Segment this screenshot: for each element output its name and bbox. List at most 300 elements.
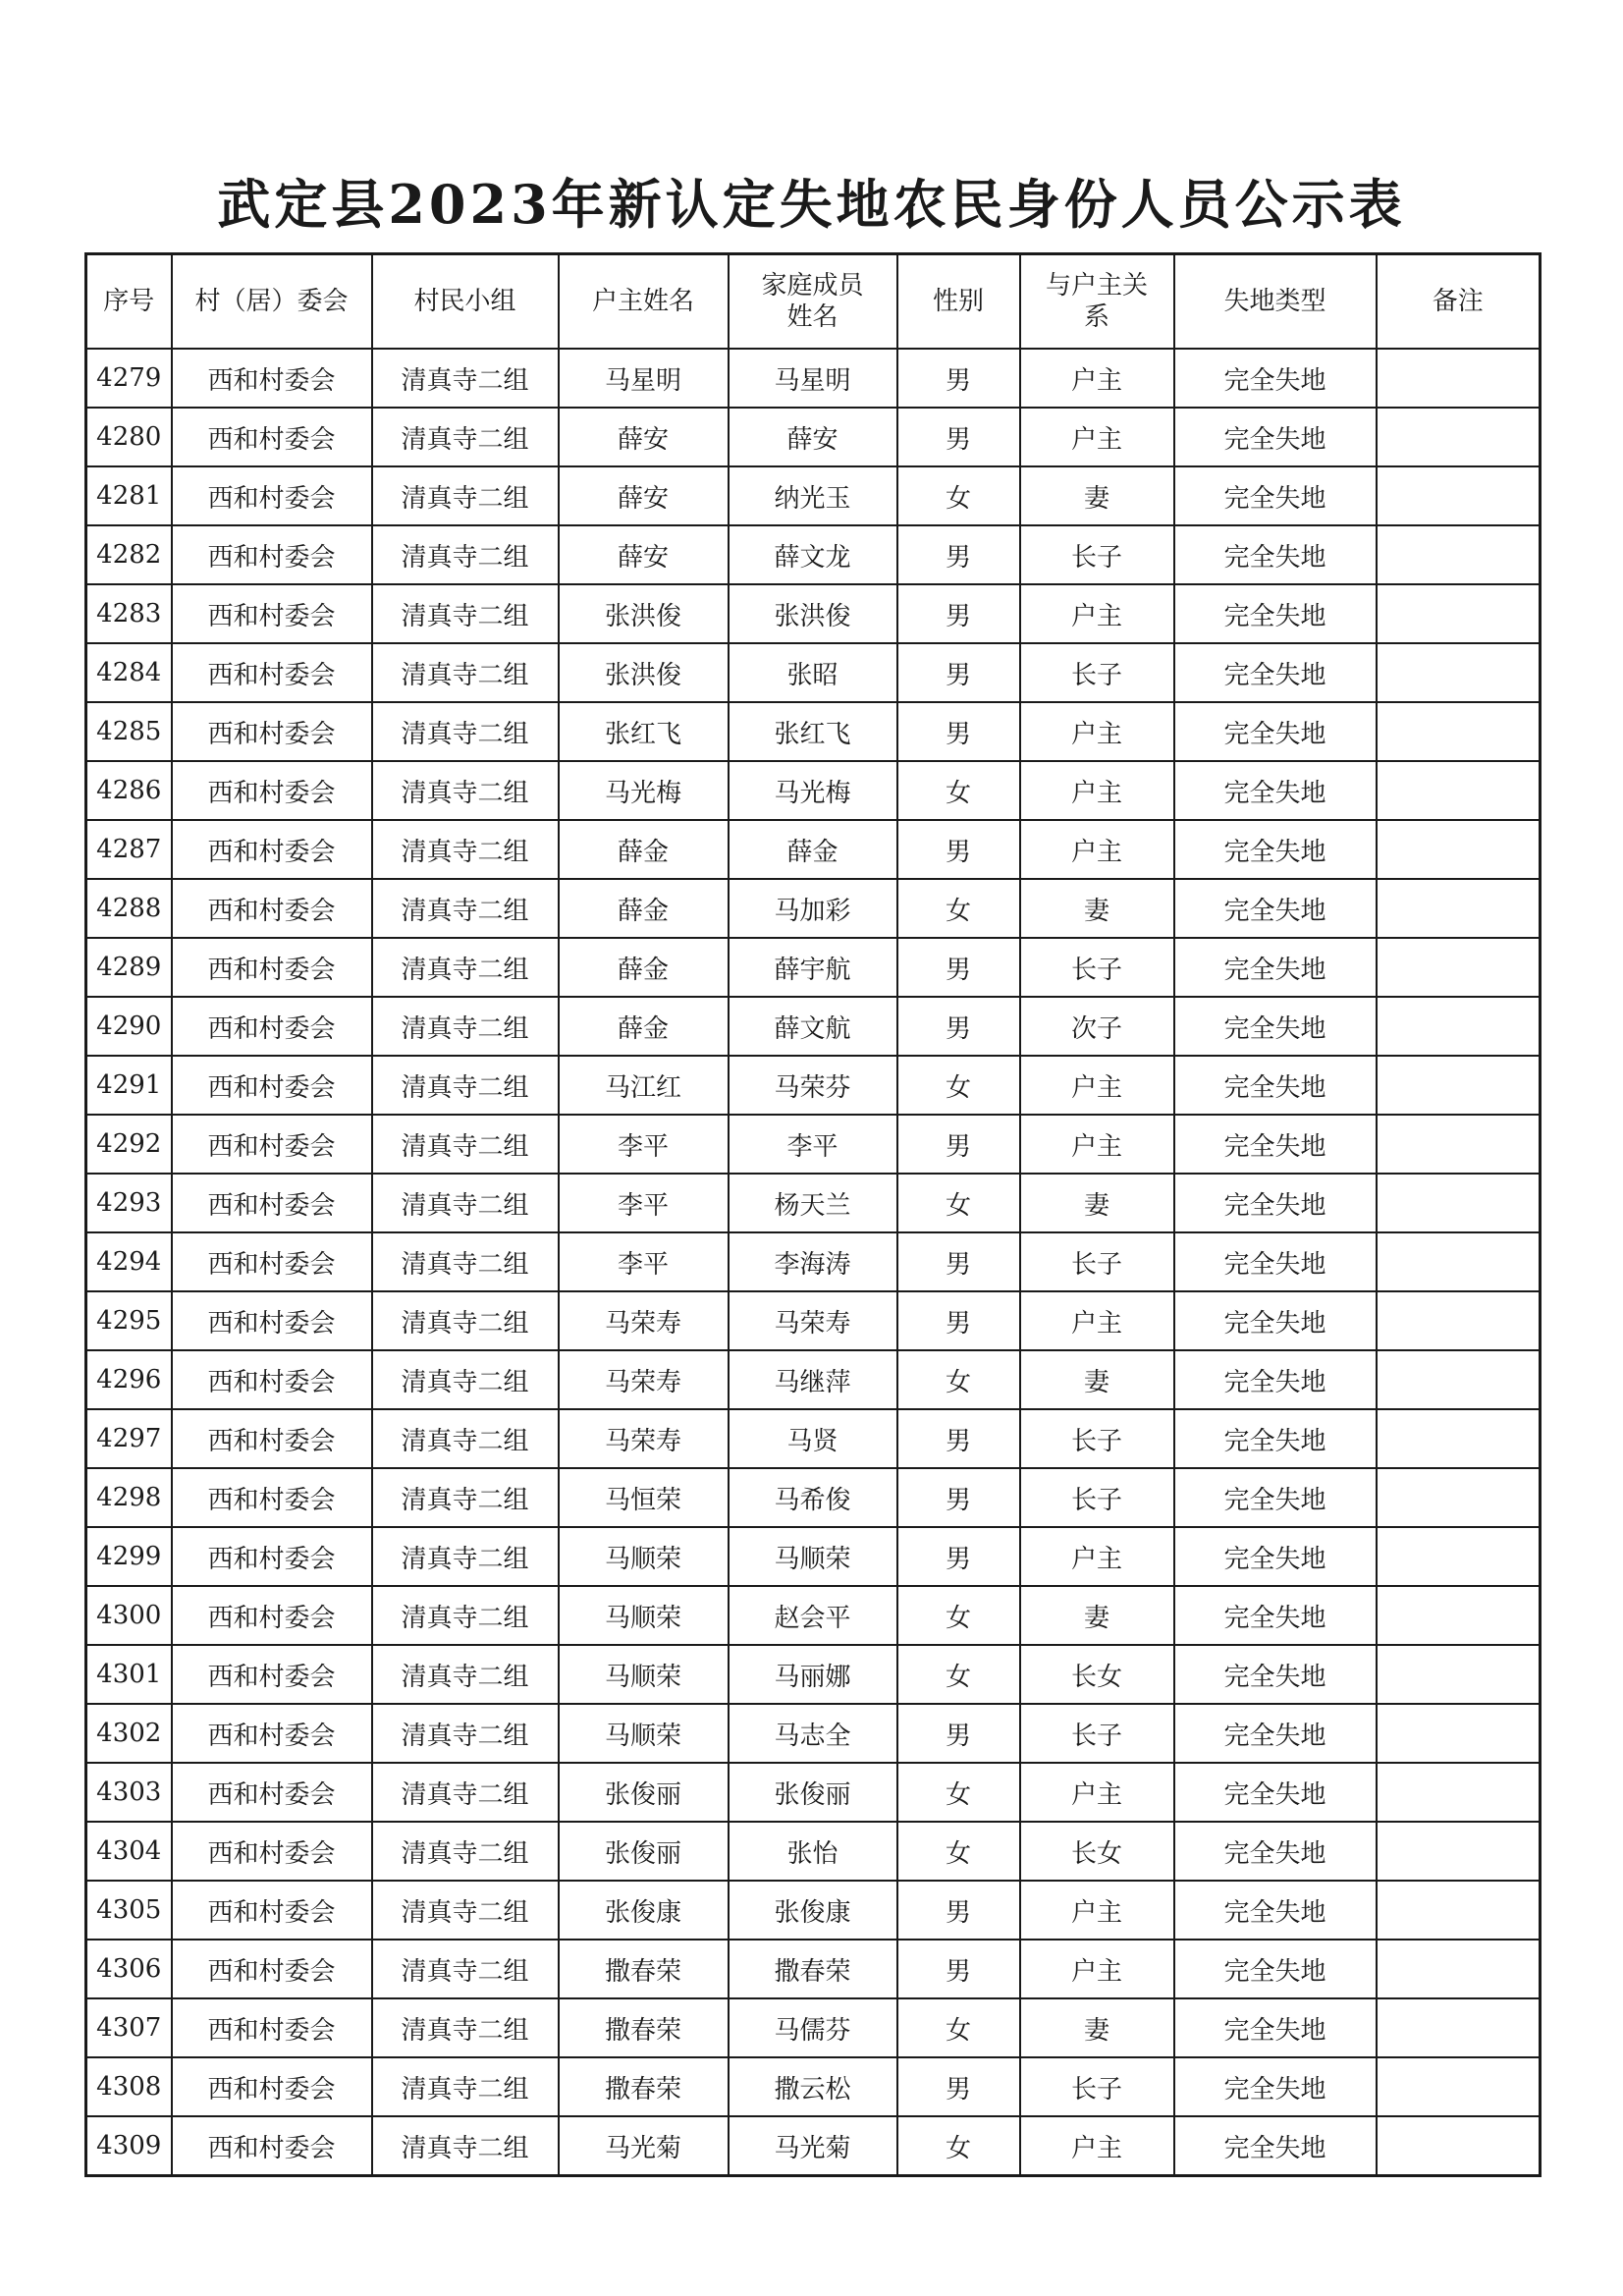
land-loss-type-cell: 完全失地 bbox=[1174, 525, 1377, 584]
relationship-cell: 长子 bbox=[1020, 1409, 1174, 1468]
household-head-cell: 马顺荣 bbox=[559, 1527, 729, 1586]
village-committee-cell: 西和村委会 bbox=[172, 1291, 372, 1350]
serial-cell: 4286 bbox=[86, 761, 172, 820]
land-loss-type-cell: 完全失地 bbox=[1174, 1291, 1377, 1350]
relationship-cell: 户主 bbox=[1020, 1881, 1174, 1940]
relationship-cell: 妻 bbox=[1020, 879, 1174, 938]
gender-cell: 男 bbox=[897, 525, 1020, 584]
remarks-cell bbox=[1377, 1586, 1541, 1645]
villager-group-cell: 清真寺二组 bbox=[372, 1704, 559, 1763]
household-head-cell: 薛金 bbox=[559, 820, 729, 879]
serial-cell: 4293 bbox=[86, 1174, 172, 1232]
village-committee-cell: 西和村委会 bbox=[172, 1881, 372, 1940]
remarks-cell bbox=[1377, 879, 1541, 938]
land-loss-type-cell: 完全失地 bbox=[1174, 349, 1377, 408]
gender-cell: 女 bbox=[897, 2116, 1020, 2176]
serial-cell: 4290 bbox=[86, 997, 172, 1056]
village-committee-cell: 西和村委会 bbox=[172, 1174, 372, 1232]
gender-cell: 女 bbox=[897, 1174, 1020, 1232]
remarks-cell bbox=[1377, 820, 1541, 879]
relationship-cell: 长子 bbox=[1020, 938, 1174, 997]
gender-cell: 女 bbox=[897, 879, 1020, 938]
table-header-row bbox=[86, 254, 1541, 350]
villager-group-cell: 清真寺二组 bbox=[372, 408, 559, 466]
household-head-cell: 张俊丽 bbox=[559, 1763, 729, 1822]
land-loss-type-cell: 完全失地 bbox=[1174, 938, 1377, 997]
table-row bbox=[86, 1056, 1541, 1115]
villager-group-cell: 清真寺二组 bbox=[372, 1115, 559, 1174]
family-member-cell: 马荣寿 bbox=[729, 1291, 897, 1350]
table-row bbox=[86, 997, 1541, 1056]
villager-group-cell: 清真寺二组 bbox=[372, 938, 559, 997]
village-committee-cell: 西和村委会 bbox=[172, 761, 372, 820]
gender-cell: 男 bbox=[897, 820, 1020, 879]
col-header-household-head: 户主姓名 bbox=[559, 254, 729, 350]
villager-group-cell: 清真寺二组 bbox=[372, 584, 559, 643]
land-loss-type-cell: 完全失地 bbox=[1174, 1881, 1377, 1940]
remarks-cell bbox=[1377, 643, 1541, 702]
table-row bbox=[86, 1232, 1541, 1291]
family-member-cell: 杨天兰 bbox=[729, 1174, 897, 1232]
serial-cell: 4309 bbox=[86, 2116, 172, 2176]
household-head-cell: 李平 bbox=[559, 1115, 729, 1174]
household-head-cell: 张俊丽 bbox=[559, 1822, 729, 1881]
relationship-cell: 长子 bbox=[1020, 1468, 1174, 1527]
village-committee-cell: 西和村委会 bbox=[172, 1704, 372, 1763]
gender-cell: 女 bbox=[897, 466, 1020, 525]
villager-group-cell: 清真寺二组 bbox=[372, 702, 559, 761]
serial-cell: 4304 bbox=[86, 1822, 172, 1881]
household-head-cell: 李平 bbox=[559, 1232, 729, 1291]
serial-cell: 4291 bbox=[86, 1056, 172, 1115]
family-member-cell: 马光菊 bbox=[729, 2116, 897, 2176]
relationship-cell: 户主 bbox=[1020, 349, 1174, 408]
land-loss-type-cell: 完全失地 bbox=[1174, 1998, 1377, 2057]
col-header-remarks: 备注 bbox=[1377, 254, 1541, 350]
village-committee-cell: 西和村委会 bbox=[172, 1115, 372, 1174]
land-loss-type-cell: 完全失地 bbox=[1174, 1763, 1377, 1822]
villager-group-cell: 清真寺二组 bbox=[372, 466, 559, 525]
table-row bbox=[86, 643, 1541, 702]
villager-group-cell: 清真寺二组 bbox=[372, 761, 559, 820]
serial-cell: 4296 bbox=[86, 1350, 172, 1409]
remarks-cell bbox=[1377, 1232, 1541, 1291]
page-title: 武定县2023年新认定失地农民身份人员公示表 bbox=[217, 173, 1406, 236]
land-loss-type-cell: 完全失地 bbox=[1174, 584, 1377, 643]
land-loss-type-cell: 完全失地 bbox=[1174, 1350, 1377, 1409]
family-member-cell: 马儒芬 bbox=[729, 1998, 897, 2057]
gender-cell: 男 bbox=[897, 1881, 1020, 1940]
table-body bbox=[86, 349, 1541, 2176]
family-member-cell: 马光梅 bbox=[729, 761, 897, 820]
serial-cell: 4303 bbox=[86, 1763, 172, 1822]
family-member-cell: 李海涛 bbox=[729, 1232, 897, 1291]
land-loss-type-cell: 完全失地 bbox=[1174, 1115, 1377, 1174]
col-header-family-member bbox=[729, 254, 897, 350]
villager-group-cell: 清真寺二组 bbox=[372, 525, 559, 584]
village-committee-cell: 西和村委会 bbox=[172, 1409, 372, 1468]
household-head-cell: 薛金 bbox=[559, 938, 729, 997]
village-committee-cell: 西和村委会 bbox=[172, 584, 372, 643]
remarks-cell bbox=[1377, 1056, 1541, 1115]
table-row bbox=[86, 1881, 1541, 1940]
family-member-cell: 马希俊 bbox=[729, 1468, 897, 1527]
remarks-cell bbox=[1377, 2116, 1541, 2176]
household-head-cell: 马光菊 bbox=[559, 2116, 729, 2176]
household-head-cell: 撒春荣 bbox=[559, 1940, 729, 1998]
villager-group-cell: 清真寺二组 bbox=[372, 820, 559, 879]
gender-cell: 女 bbox=[897, 1586, 1020, 1645]
serial-cell: 4292 bbox=[86, 1115, 172, 1174]
serial-cell: 4281 bbox=[86, 466, 172, 525]
remarks-cell bbox=[1377, 408, 1541, 466]
remarks-cell bbox=[1377, 1940, 1541, 1998]
remarks-cell bbox=[1377, 997, 1541, 1056]
table-row bbox=[86, 1586, 1541, 1645]
land-loss-type-cell: 完全失地 bbox=[1174, 1704, 1377, 1763]
remarks-cell bbox=[1377, 1998, 1541, 2057]
gender-cell: 男 bbox=[897, 938, 1020, 997]
serial-cell: 4289 bbox=[86, 938, 172, 997]
remarks-cell bbox=[1377, 1468, 1541, 1527]
household-head-cell: 马荣寿 bbox=[559, 1409, 729, 1468]
family-member-cell: 赵会平 bbox=[729, 1586, 897, 1645]
col-header-villager-group: 村民小组 bbox=[372, 254, 559, 350]
villager-group-cell: 清真寺二组 bbox=[372, 1998, 559, 2057]
relationship-cell: 户主 bbox=[1020, 1115, 1174, 1174]
relationship-cell: 妻 bbox=[1020, 1998, 1174, 2057]
table-row bbox=[86, 1645, 1541, 1704]
col-header-village-committee: 村（居）委会 bbox=[172, 254, 372, 350]
col-header-relationship-label: 与户主关系 bbox=[1045, 271, 1148, 332]
col-header-land-loss-type: 失地类型 bbox=[1174, 254, 1377, 350]
family-member-cell: 张俊丽 bbox=[729, 1763, 897, 1822]
village-committee-cell: 西和村委会 bbox=[172, 2057, 372, 2116]
land-loss-type-cell: 完全失地 bbox=[1174, 1645, 1377, 1704]
household-head-cell: 张洪俊 bbox=[559, 584, 729, 643]
relationship-cell: 户主 bbox=[1020, 1763, 1174, 1822]
relationship-cell: 长子 bbox=[1020, 2057, 1174, 2116]
family-member-cell: 薛安 bbox=[729, 408, 897, 466]
remarks-cell bbox=[1377, 584, 1541, 643]
land-loss-type-cell: 完全失地 bbox=[1174, 408, 1377, 466]
serial-cell: 4306 bbox=[86, 1940, 172, 1998]
relationship-cell: 妻 bbox=[1020, 1586, 1174, 1645]
table-row bbox=[86, 1940, 1541, 1998]
table-row bbox=[86, 1998, 1541, 2057]
village-committee-cell: 西和村委会 bbox=[172, 997, 372, 1056]
relationship-cell: 户主 bbox=[1020, 1056, 1174, 1115]
remarks-cell bbox=[1377, 938, 1541, 997]
remarks-cell bbox=[1377, 1350, 1541, 1409]
household-head-cell: 马恒荣 bbox=[559, 1468, 729, 1527]
family-member-cell: 马贤 bbox=[729, 1409, 897, 1468]
serial-cell: 4288 bbox=[86, 879, 172, 938]
table-row bbox=[86, 820, 1541, 879]
villager-group-cell: 清真寺二组 bbox=[372, 1586, 559, 1645]
villager-group-cell: 清真寺二组 bbox=[372, 1527, 559, 1586]
relationship-cell: 长女 bbox=[1020, 1822, 1174, 1881]
villager-group-cell: 清真寺二组 bbox=[372, 879, 559, 938]
table-row bbox=[86, 2116, 1541, 2176]
serial-cell: 4297 bbox=[86, 1409, 172, 1468]
remarks-cell bbox=[1377, 1881, 1541, 1940]
household-head-cell: 马星明 bbox=[559, 349, 729, 408]
villager-group-cell: 清真寺二组 bbox=[372, 997, 559, 1056]
village-committee-cell: 西和村委会 bbox=[172, 1056, 372, 1115]
household-head-cell: 张俊康 bbox=[559, 1881, 729, 1940]
serial-cell: 4280 bbox=[86, 408, 172, 466]
land-loss-type-cell: 完全失地 bbox=[1174, 1468, 1377, 1527]
household-head-cell: 李平 bbox=[559, 1174, 729, 1232]
land-loss-type-cell: 完全失地 bbox=[1174, 2057, 1377, 2116]
table-row bbox=[86, 408, 1541, 466]
gender-cell: 女 bbox=[897, 1763, 1020, 1822]
household-head-cell: 马荣寿 bbox=[559, 1291, 729, 1350]
table-row bbox=[86, 761, 1541, 820]
remarks-cell bbox=[1377, 1763, 1541, 1822]
table-row bbox=[86, 1174, 1541, 1232]
family-member-cell: 马顺荣 bbox=[729, 1527, 897, 1586]
gender-cell: 女 bbox=[897, 1645, 1020, 1704]
family-member-cell: 李平 bbox=[729, 1115, 897, 1174]
remarks-cell bbox=[1377, 1291, 1541, 1350]
gender-cell: 女 bbox=[897, 1998, 1020, 2057]
village-committee-cell: 西和村委会 bbox=[172, 820, 372, 879]
relationship-cell: 户主 bbox=[1020, 761, 1174, 820]
relationship-cell: 户主 bbox=[1020, 702, 1174, 761]
villager-group-cell: 清真寺二组 bbox=[372, 1468, 559, 1527]
serial-cell: 4299 bbox=[86, 1527, 172, 1586]
family-member-cell: 马星明 bbox=[729, 349, 897, 408]
village-committee-cell: 西和村委会 bbox=[172, 1586, 372, 1645]
household-head-cell: 马荣寿 bbox=[559, 1350, 729, 1409]
village-committee-cell: 西和村委会 bbox=[172, 879, 372, 938]
land-loss-type-cell: 完全失地 bbox=[1174, 466, 1377, 525]
gender-cell: 男 bbox=[897, 584, 1020, 643]
gender-cell: 女 bbox=[897, 1056, 1020, 1115]
family-member-cell: 马继萍 bbox=[729, 1350, 897, 1409]
village-committee-cell: 西和村委会 bbox=[172, 1822, 372, 1881]
villager-group-cell: 清真寺二组 bbox=[372, 1763, 559, 1822]
relationship-cell: 户主 bbox=[1020, 1291, 1174, 1350]
village-committee-cell: 西和村委会 bbox=[172, 643, 372, 702]
table-row bbox=[86, 1350, 1541, 1409]
family-member-cell: 张洪俊 bbox=[729, 584, 897, 643]
household-head-cell: 马江红 bbox=[559, 1056, 729, 1115]
remarks-cell bbox=[1377, 1645, 1541, 1704]
serial-cell: 4298 bbox=[86, 1468, 172, 1527]
relationship-cell: 户主 bbox=[1020, 1940, 1174, 1998]
table-row bbox=[86, 1409, 1541, 1468]
village-committee-cell: 西和村委会 bbox=[172, 938, 372, 997]
col-header-gender: 性别 bbox=[897, 254, 1020, 350]
household-head-cell: 薛金 bbox=[559, 879, 729, 938]
household-head-cell: 马光梅 bbox=[559, 761, 729, 820]
serial-cell: 4295 bbox=[86, 1291, 172, 1350]
gender-cell: 男 bbox=[897, 349, 1020, 408]
land-loss-type-cell: 完全失地 bbox=[1174, 1586, 1377, 1645]
household-head-cell: 马顺荣 bbox=[559, 1704, 729, 1763]
relationship-cell: 户主 bbox=[1020, 408, 1174, 466]
villager-group-cell: 清真寺二组 bbox=[372, 1822, 559, 1881]
villager-group-cell: 清真寺二组 bbox=[372, 1174, 559, 1232]
household-head-cell: 薛安 bbox=[559, 408, 729, 466]
gender-cell: 女 bbox=[897, 1350, 1020, 1409]
serial-cell: 4301 bbox=[86, 1645, 172, 1704]
col-header-relationship bbox=[1020, 254, 1174, 350]
villager-group-cell: 清真寺二组 bbox=[372, 349, 559, 408]
gender-cell: 男 bbox=[897, 1115, 1020, 1174]
col-header-family-member-label: 家庭成员姓名 bbox=[761, 271, 864, 332]
household-head-cell: 薛金 bbox=[559, 997, 729, 1056]
village-committee-cell: 西和村委会 bbox=[172, 408, 372, 466]
land-loss-type-cell: 完全失地 bbox=[1174, 820, 1377, 879]
family-member-cell: 薛文龙 bbox=[729, 525, 897, 584]
relationship-cell: 妻 bbox=[1020, 466, 1174, 525]
land-loss-type-cell: 完全失地 bbox=[1174, 879, 1377, 938]
household-head-cell: 薛安 bbox=[559, 525, 729, 584]
family-member-cell: 张怡 bbox=[729, 1822, 897, 1881]
household-head-cell: 薛安 bbox=[559, 466, 729, 525]
villager-group-cell: 清真寺二组 bbox=[372, 1645, 559, 1704]
village-committee-cell: 西和村委会 bbox=[172, 1468, 372, 1527]
serial-cell: 4282 bbox=[86, 525, 172, 584]
family-member-cell: 马志全 bbox=[729, 1704, 897, 1763]
village-committee-cell: 西和村委会 bbox=[172, 702, 372, 761]
remarks-cell bbox=[1377, 1115, 1541, 1174]
village-committee-cell: 西和村委会 bbox=[172, 1527, 372, 1586]
gender-cell: 男 bbox=[897, 1409, 1020, 1468]
remarks-cell bbox=[1377, 761, 1541, 820]
table-row bbox=[86, 702, 1541, 761]
gender-cell: 男 bbox=[897, 1468, 1020, 1527]
gender-cell: 男 bbox=[897, 1232, 1020, 1291]
col-header-serial: 序号 bbox=[86, 254, 172, 350]
village-committee-cell: 西和村委会 bbox=[172, 1645, 372, 1704]
villager-group-cell: 清真寺二组 bbox=[372, 2057, 559, 2116]
family-member-cell: 马荣芬 bbox=[729, 1056, 897, 1115]
roster-table bbox=[84, 252, 1542, 2177]
table-row bbox=[86, 1468, 1541, 1527]
land-loss-type-cell: 完全失地 bbox=[1174, 1409, 1377, 1468]
household-head-cell: 撒春荣 bbox=[559, 1998, 729, 2057]
land-loss-type-cell: 完全失地 bbox=[1174, 761, 1377, 820]
villager-group-cell: 清真寺二组 bbox=[372, 1056, 559, 1115]
relationship-cell: 户主 bbox=[1020, 1527, 1174, 1586]
village-committee-cell: 西和村委会 bbox=[172, 525, 372, 584]
family-member-cell: 薛金 bbox=[729, 820, 897, 879]
land-loss-type-cell: 完全失地 bbox=[1174, 1232, 1377, 1291]
villager-group-cell: 清真寺二组 bbox=[372, 1291, 559, 1350]
table-row bbox=[86, 584, 1541, 643]
serial-cell: 4279 bbox=[86, 349, 172, 408]
serial-cell: 4302 bbox=[86, 1704, 172, 1763]
family-member-cell: 张俊康 bbox=[729, 1881, 897, 1940]
gender-cell: 男 bbox=[897, 1527, 1020, 1586]
gender-cell: 男 bbox=[897, 408, 1020, 466]
relationship-cell: 长子 bbox=[1020, 1232, 1174, 1291]
land-loss-type-cell: 完全失地 bbox=[1174, 1940, 1377, 1998]
village-committee-cell: 西和村委会 bbox=[172, 2116, 372, 2176]
village-committee-cell: 西和村委会 bbox=[172, 349, 372, 408]
table-row bbox=[86, 1822, 1541, 1881]
family-member-cell: 薛文航 bbox=[729, 997, 897, 1056]
remarks-cell bbox=[1377, 1704, 1541, 1763]
household-head-cell: 张红飞 bbox=[559, 702, 729, 761]
remarks-cell bbox=[1377, 466, 1541, 525]
table-row bbox=[86, 1115, 1541, 1174]
table-row bbox=[86, 466, 1541, 525]
family-member-cell: 马丽娜 bbox=[729, 1645, 897, 1704]
land-loss-type-cell: 完全失地 bbox=[1174, 2116, 1377, 2176]
family-member-cell: 纳光玉 bbox=[729, 466, 897, 525]
family-member-cell: 张昭 bbox=[729, 643, 897, 702]
serial-cell: 4308 bbox=[86, 2057, 172, 2116]
household-head-cell: 张洪俊 bbox=[559, 643, 729, 702]
serial-cell: 4283 bbox=[86, 584, 172, 643]
table-row bbox=[86, 1291, 1541, 1350]
village-committee-cell: 西和村委会 bbox=[172, 1232, 372, 1291]
gender-cell: 男 bbox=[897, 1291, 1020, 1350]
gender-cell: 男 bbox=[897, 1940, 1020, 1998]
village-committee-cell: 西和村委会 bbox=[172, 1763, 372, 1822]
relationship-cell: 户主 bbox=[1020, 2116, 1174, 2176]
land-loss-type-cell: 完全失地 bbox=[1174, 1822, 1377, 1881]
villager-group-cell: 清真寺二组 bbox=[372, 1940, 559, 1998]
relationship-cell: 妻 bbox=[1020, 1174, 1174, 1232]
relationship-cell: 长子 bbox=[1020, 525, 1174, 584]
relationship-cell: 妻 bbox=[1020, 1350, 1174, 1409]
family-member-cell: 撒春荣 bbox=[729, 1940, 897, 1998]
table-row bbox=[86, 879, 1541, 938]
land-loss-type-cell: 完全失地 bbox=[1174, 1174, 1377, 1232]
table-row bbox=[86, 1527, 1541, 1586]
household-head-cell: 马顺荣 bbox=[559, 1586, 729, 1645]
serial-cell: 4285 bbox=[86, 702, 172, 761]
remarks-cell bbox=[1377, 525, 1541, 584]
remarks-cell bbox=[1377, 349, 1541, 408]
gender-cell: 男 bbox=[897, 997, 1020, 1056]
household-head-cell: 马顺荣 bbox=[559, 1645, 729, 1704]
village-committee-cell: 西和村委会 bbox=[172, 1998, 372, 2057]
relationship-cell: 次子 bbox=[1020, 997, 1174, 1056]
gender-cell: 男 bbox=[897, 702, 1020, 761]
serial-cell: 4294 bbox=[86, 1232, 172, 1291]
relationship-cell: 户主 bbox=[1020, 584, 1174, 643]
serial-cell: 4300 bbox=[86, 1586, 172, 1645]
family-member-cell: 薛宇航 bbox=[729, 938, 897, 997]
household-head-cell: 撒春荣 bbox=[559, 2057, 729, 2116]
gender-cell: 男 bbox=[897, 2057, 1020, 2116]
land-loss-type-cell: 完全失地 bbox=[1174, 643, 1377, 702]
villager-group-cell: 清真寺二组 bbox=[372, 643, 559, 702]
serial-cell: 4284 bbox=[86, 643, 172, 702]
village-committee-cell: 西和村委会 bbox=[172, 1940, 372, 1998]
serial-cell: 4305 bbox=[86, 1881, 172, 1940]
table-row bbox=[86, 2057, 1541, 2116]
remarks-cell bbox=[1377, 1527, 1541, 1586]
remarks-cell bbox=[1377, 702, 1541, 761]
remarks-cell bbox=[1377, 2057, 1541, 2116]
remarks-cell bbox=[1377, 1174, 1541, 1232]
relationship-cell: 长子 bbox=[1020, 643, 1174, 702]
villager-group-cell: 清真寺二组 bbox=[372, 1350, 559, 1409]
table-row bbox=[86, 349, 1541, 408]
table-row bbox=[86, 1704, 1541, 1763]
family-member-cell: 张红飞 bbox=[729, 702, 897, 761]
remarks-cell bbox=[1377, 1822, 1541, 1881]
